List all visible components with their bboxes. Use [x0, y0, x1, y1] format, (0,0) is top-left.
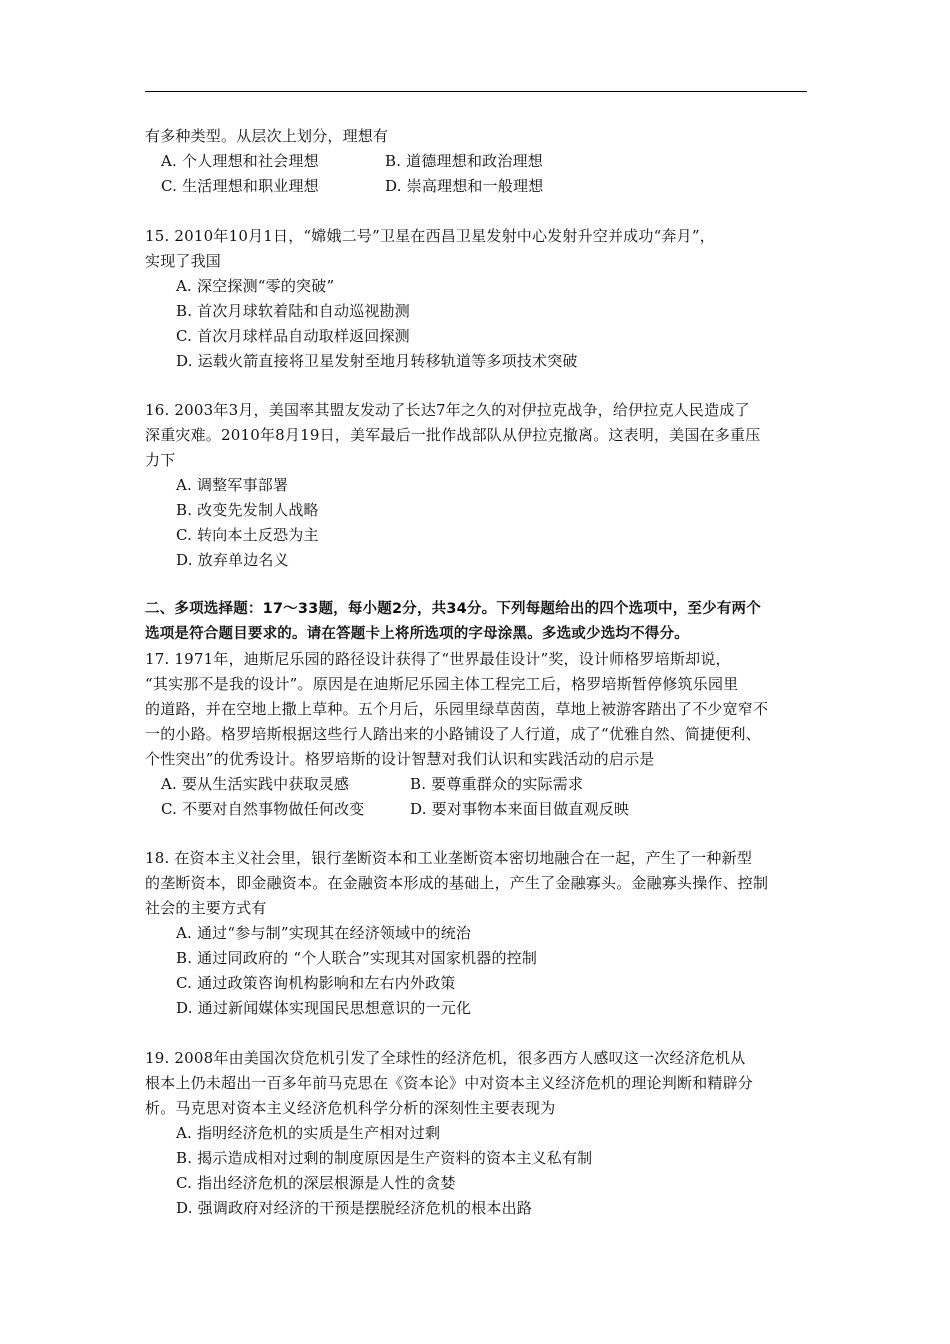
question-stem-line: 社会的主要方式有 — [145, 899, 267, 917]
question-stem-line: 个性突出”的优秀设计。格罗培斯的设计智慧对我们认识和实践活动的启示是 — [145, 750, 655, 768]
option-d: D. 强调政府对经济的干预是摆脱经济危机的根本出路 — [176, 1199, 533, 1217]
option-a: A. 个人理想和社会理想 — [161, 152, 319, 170]
option-a: A. 通过“参与制”实现其在经济领域中的统治 — [176, 924, 472, 942]
option-b: B. 首次月球软着陆和自动巡视勘测 — [176, 302, 410, 320]
section-heading-line: 选项是符合题目要求的。请在答题卡上将所选项的字母涂黑。多选或少选均不得分。 — [145, 626, 689, 642]
option-a: A. 指明经济危机的实质是生产相对过剩 — [176, 1124, 441, 1142]
question-stem-line: 的垄断资本，即金融资本。在金融资本形成的基础上，产生了金融寡头。金融寡头操作、控制 — [145, 874, 769, 892]
option-d: D. 放弃单边名义 — [176, 551, 289, 569]
question-stem-line: 16. 2003年3月，美国率其盟友发动了长达7年之久的对伊拉克战争，给伊拉克人民造成了 — [145, 401, 750, 419]
option-c: C. 首次月球样品自动取样返回探测 — [176, 327, 410, 345]
option-b: B. 改变先发制人战略 — [176, 501, 319, 519]
question-stem-line: 根本上仍未超出一百多年前马克思在《资本论》中对资本主义经济危机的理论判断和精辟分 — [145, 1074, 754, 1092]
question-stem-line: 有多种类型。从层次上划分，理想有 — [145, 127, 389, 145]
question-stem-line: “其实那不是我的设计”。原因是在迪斯尼乐园主体工程完工后，格罗培斯暂停修筑乐园里 — [145, 675, 739, 693]
question-stem-line: 析。马克思对资本主义经济危机科学分析的深刻性主要表现为 — [145, 1099, 556, 1117]
option-b: B. 要尊重群众的实际需求 — [410, 775, 584, 793]
option-c: C. 生活理想和职业理想 — [161, 177, 319, 195]
question-stem-line: 深重灾难。2010年8月19日，美军最后一批作战部队从伊拉克撤离。这表明，美国在多重压 — [145, 426, 761, 444]
option-b: B. 道德理想和政治理想 — [385, 152, 543, 170]
option-a: A. 深空探测“零的突破” — [176, 277, 335, 295]
question-stem-line: 一的小路。格罗培斯根据这些行人踏出来的小路铺设了人行道，成了“优雅自然、简捷便利、 — [145, 725, 761, 743]
option-d: D. 崇高理想和一般理想 — [385, 177, 544, 195]
header-rule — [145, 91, 807, 92]
option-a: A. 调整军事部署 — [176, 476, 289, 494]
option-b: B. 揭示造成相对过剩的制度原因是生产资料的资本主义私有制 — [176, 1149, 593, 1167]
option-c: C. 转向本土反恐为主 — [176, 526, 319, 544]
option-b: B. 通过同政府的 “个人联合”实现其对国家机器的控制 — [176, 949, 538, 967]
section-heading-line: 二、多项选择题：17～33题，每小题2分，共34分。下列每题给出的四个选项中，至少有两个 — [145, 601, 761, 617]
option-c: C. 不要对自然事物做任何改变 — [161, 800, 365, 818]
option-d: D. 运载火箭直接将卫星发射至地月转移轨道等多项技术突破 — [176, 352, 578, 370]
question-stem-line: 的道路，并在空地上撒上草种。五个月后，乐园里绿草茵茵，草地上被游客踏出了不少宽窄不 — [145, 700, 769, 718]
option-d: D. 要对事物本来面目做直观反映 — [410, 800, 630, 818]
question-stem-line: 力下 — [145, 451, 176, 469]
option-d: D. 通过新闻媒体实现国民思想意识的一元化 — [176, 999, 472, 1017]
question-stem-line: 19. 2008年由美国次贷危机引发了全球性的经济危机，很多西方人感叹这一次经济危机从 — [145, 1049, 746, 1067]
option-c: C. 通过政策咨询机构影响和左右内外政策 — [176, 974, 456, 992]
option-a: A. 要从生活实践中获取灵感 — [161, 775, 350, 793]
question-stem-line: 15. 2010年10月1日，“嫦娥二号”卫星在西昌卫星发射中心发射升空并成功“奔月”， — [145, 227, 715, 245]
question-stem-line: 实现了我国 — [145, 252, 222, 270]
question-stem-line: 18. 在资本主义社会里，银行垄断资本和工业垄断资本密切地融合在一起，产生了一种新型 — [145, 849, 753, 867]
question-stem-line: 17. 1971年，迪斯尼乐园的路径设计获得了“世界最佳设计”奖，设计师格罗培斯却说， — [145, 650, 731, 668]
option-c: C. 指出经济危机的深层根源是人性的贪婪 — [176, 1174, 456, 1192]
